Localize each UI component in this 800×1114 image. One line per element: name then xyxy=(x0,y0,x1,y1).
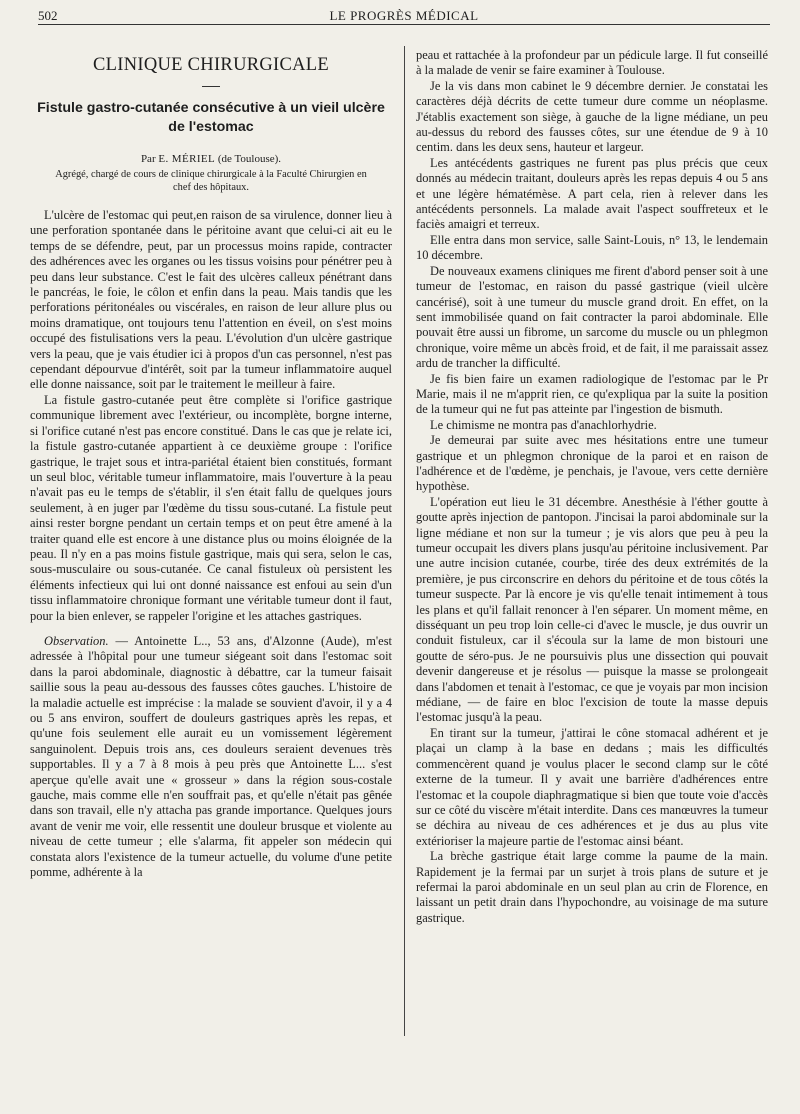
paragraph: L'ulcère de l'estomac qui peut,en raison de sa virulence, donner lieu à une perforation spontanée dans le péritoine avant que celui-ci ait eu le temps de se défendre, peut, par un processus moins rapide, contracter des adhérences avec les organes ou les tissus voisins pour pénétrer peu à peu dans leur substance. C'est le fait des ulcères calleux pénétrant dans le pancréas, le foie, le côlon et enfin dans la peau. Mais tandis que les perforations péritonéales ou viscérales, en raison de leur allure plus ou moins dramatique, ont toujours tenu l'attention en éveil, on s'est moins occupé des fistulisations vers la peau. L'évolution d'un ulcère gastrique vers la peau, que je vais étudier ici à propos d'un cas personnel, n'est pas cependant dépourvue d'intérêt, soit par la tumeur inflammatoire auquel elle donne naissance, soit par le traitement le meilleur à faire. xyxy=(30,208,392,392)
byline-prefix: Par xyxy=(140,153,156,165)
paragraph: Elle entra dans mon service, salle Saint-Louis, n° 13, le lendemain 10 décembre. xyxy=(416,232,768,263)
journal-title: LE PROGRÈS MÉDICAL xyxy=(329,8,479,23)
running-head xyxy=(38,6,770,25)
column-divider xyxy=(404,46,405,1036)
paragraph: L'opération eut lieu le 31 décembre. Anesthésie à l'éther goutte à goutte après injection de pantopon. J'incisai la paroi abdominale sur la ligne médiane et non sur la tumeur ; je vis alors que peu à peu la tumeur occupait les divers plans jusqu'au péritoine inclusivement. Par une autre incision cutanée, courbe, tirée des deux extrémités de la première, je pus circonscrire en dehors du péritoine et de tous côtés la tumeur suspecte. Par là encore je vis qu'elle tenait intimement à tous les plans et qu'il fallait renoncer à l'en séparer. Un moment même, en disséquant un peu trop loin celle-ci d'avec le muscle, je dus ouvrir un conduit fistuleux, car il s'écoula sur la lame de mon bistouri une goutte de séro-pus. Je ne poursuivis plus une dissection qui pouvait devenir dangereuse et je résolus — puisque la masse se prolongeait dans l'abdomen et tenait à l'estomac, ce que je voyais par mon incision médiane, — de faire en bloc l'excision de toute la masse depuis l'estomac jusqu'à la peau. xyxy=(416,494,768,725)
article-title: Fistule gastro-cutanée consécutive à un vieil ulcère de l'estomac xyxy=(37,100,385,135)
observation-paragraph xyxy=(30,634,392,881)
paragraph: La fistule gastro-cutanée peut être complète si l'orifice gastrique communique librement avec l'extérieur, ou incomplète, borgne interne, si l'orifice cutané n'est pas encore constitué. Dans le cas que je relate ici, la fistule gastro-cutanée appartient à ce deuxième groupe : l'orifice gastrique, le trajet sous et intra-pariétal étaient bien constitués, formant un seul bloc, véritable tumeur inflammatoire, mais l'ouverture à la peau n'avait pas eu le temps de s'établir, il s'en était fallu de quelques jours seulement, à en juger par l'œdème du tissu sous-cutané. La fistule peut ainsi rester borgne pendant un certain temps et on peut être amené à la traiter quand elle est encore à une distance plus ou moins éloignée de la peau. Il n'y en a pas moins fistule gastrique, mais qui sera, selon le cas, sous-musculaire ou sous-cutanée. Ce canal fistuleux où persistent les éléments infectieux qui lui ont donné naissance est enfoui au sein d'un tissu inflammatoire chronique formant une véritable tumeur dont il faut, pour la bien enlever, se rappeler l'origine et les attaches gastriques. xyxy=(30,392,392,623)
paragraph: La brèche gastrique était large comme la paume de la main. Rapidement je la fermai par un surjet à trois plans de suture et je refermai la paroi abdominale en un seul plan au crin de Florence, en laissant un petit drain dans l'hypochondre, au voisinage de ma suture gastrique. xyxy=(416,849,768,925)
title-dash xyxy=(202,86,220,87)
paragraph: Je demeurai par suite avec mes hésitations entre une tumeur gastrique et un phlegmon chronique de la paroi et en raison de l'adhérence et de l'œdème, je penchais, je l'avoue, vers cette dernière hypothèse. xyxy=(416,433,768,494)
section-title: CLINIQUE CHIRURGICALE xyxy=(93,55,329,75)
author-name: E. MÉRIEL xyxy=(158,153,216,165)
page-number: 502 xyxy=(38,8,58,23)
author-place: (de Toulouse). xyxy=(217,153,282,165)
right-column xyxy=(416,48,768,926)
paragraph-gap xyxy=(30,624,392,634)
byline xyxy=(30,153,392,166)
paragraph: En tirant sur la tumeur, j'attirai le cône stomacal adhérent et je plaçai un clamp à la base en dedans ; mais les difficultés commencèrent quand je voulus placer le second clamp sur le côté externe de la tumeur. Il y avait une barrière d'adhérences entre l'estomac et la coupole diaphragmatique si bien que toute voie d'accès sur ce côté du viscère m'était interdite. Dans ces manœuvres la tumeur se déchira au niveau de ces adhérences et je dus au plus vite extérioriser la majeure partie de l'estomac ainsi béant. xyxy=(416,725,768,848)
paragraph: De nouveaux examens cliniques me firent d'abord penser soit à une tumeur de l'estomac, en raison du passé gastrique (vieil ulcère cancérisé), soit à une tumeur du muscle grand droit. En effet, on la sent immobilisée quand on fait contracter la paroi abdominale. Elle pouvait être aussi un fibrome, un sarcome du muscle ou un phlegmon chronique, voire même un abcès froid, et de fait, il me paraissait assez ardu de trancher la difficulté. xyxy=(416,263,768,371)
paragraph: Je fis bien faire un examen radiologique de l'estomac par le Pr Marie, mais il ne m'apprit rien, ce qu'expliqua par la suite la position de la tumeur qui ne fut pas atteinte par l'ingestion de bismuth. xyxy=(416,371,768,417)
author-affiliation: Agrégé, chargé de cours de clinique chirurgicale à la Faculté Chirurgien en chef des hôpitaux. xyxy=(55,169,367,193)
observation-text: — Antoinette L.., 53 ans, d'Alzonne (Aude), m'est adressée à l'hôpital pour une tumeur siégeant soit dans l'estomac soit dans la paroi abdominale, diagnostic à débattre, car la tumeur faisait saillie sous la peau au-dessous des fausses côtes gauches. L'histoire de la maladie actuelle est imprécise : la malade se souvient d'avoir, il y a 4 ou 5 ans environ, souffert de douleurs gastriques après les repas, et qu'une fois seulement elle aurait eu un vomissement légèrement sanguinolent. Depuis trois ans, ces douleurs seraient devenues très supportables. Il y a 7 à 8 mois à peu près que Antoinette L... s'est aperçue qu'elle avait une « grosseur » dans la région sous-costale gauche, mais comme elle n'en souffrait pas, et qu'elle n'était pas gênée dans son travail, elle n'y attacha pas grande importance. Quelques jours avant de venir me voir, elle ressentit une douleur brusque et violente au niveau de cette tumeur ; elle s'alarma, fit appeler son médecin qui constata alors l'existence de la tumeur actuelle, du volume d'une petite pomme, adhérente à la xyxy=(30,633,392,880)
paragraph: Je la vis dans mon cabinet le 9 décembre dernier. Je constatai les caractères déjà décrits de cette tumeur dure comme un néoplasme. J'établis exactement son siège, à gauche de la ligne médiane, un peu au-dessus du rebord des fausses côtes, sur une étendue de 9 à 10 centim. dans les deux sens, hauteur et largeur. xyxy=(416,78,768,155)
paragraph: Le chimisme ne montra pas d'anachlorhydrie. xyxy=(430,417,657,432)
observation-label: Observation. xyxy=(44,633,109,648)
paragraph: Les antécédents gastriques ne furent pas plus précis que ceux donnés au médecin traitant, douleurs après les repas depuis 4 ou 5 ans et une légère hématémèse. A part cela, rien à relever dans les antécédents personnels. La malade avait l'aspect souffreteux et le faciès amaigri et terreux. xyxy=(416,155,768,232)
paragraph-continued: peau et rattachée à la profondeur par un pédicule large. Il fut conseillé à la malade de venir se faire examiner à Toulouse. xyxy=(416,48,768,78)
left-column xyxy=(30,48,392,880)
